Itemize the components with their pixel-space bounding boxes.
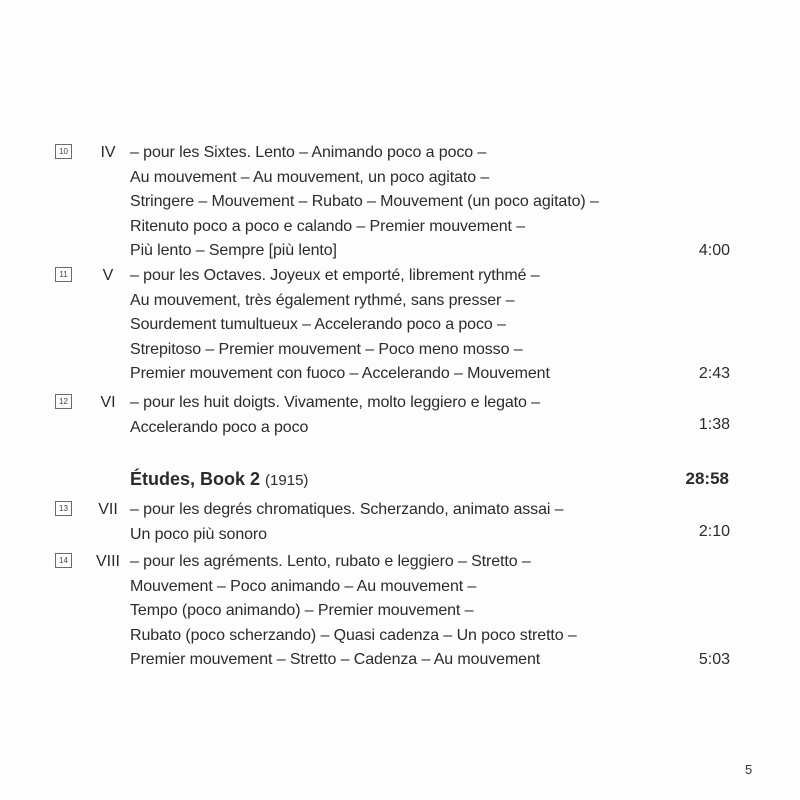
- track-roman-numeral: VII: [98, 501, 118, 518]
- track-duration: 2:43: [698, 365, 730, 382]
- tempo-line: Au mouvement, très également rythmé, sans presser –: [130, 291, 515, 309]
- track-tempo-markings: [130, 141, 690, 264]
- tempo-line: Ritenuto poco a poco e calando – Premier mouvement –: [130, 217, 526, 235]
- tempo-line: Strepitoso – Premier mouvement – Poco meno mosso –: [130, 340, 523, 358]
- tempo-line: – pour les agréments. Lento, rubato e leggiero – Stretto –: [130, 553, 531, 570]
- book-year: (1915): [265, 472, 309, 489]
- tempo-line: – pour les huit doigts. Vivamente, molto leggiero e legato –: [130, 394, 540, 411]
- tempo-line: Mouvement – Poco animando – Au mouvement –: [130, 577, 477, 595]
- track-duration: 5:03: [698, 651, 730, 668]
- track-number-box: 13: [55, 501, 72, 516]
- tempo-line: Premier mouvement con fuoco – Accelerando – Mouvement: [130, 365, 550, 382]
- tempo-line: Stringere – Mouvement – Rubato – Mouvement (un poco agitato) –: [130, 193, 599, 210]
- track-tempo-markings: [130, 391, 690, 440]
- tempo-line: Premier mouvement – Stretto – Cadenza – Au mouvement: [130, 651, 541, 668]
- track-roman-numeral: V: [102, 267, 114, 284]
- book-heading: [130, 466, 730, 494]
- track-duration: 4:00: [698, 242, 730, 259]
- tempo-line: Sourdement tumultueux – Accelerando poco a poco –: [130, 316, 506, 333]
- page-number: 5: [745, 762, 753, 777]
- track-roman-numeral: VI: [100, 394, 116, 411]
- track-duration: 1:38: [698, 416, 730, 433]
- track-tempo-markings: [130, 498, 690, 547]
- track-number-box: 12: [55, 394, 72, 409]
- track-number-box: 14: [55, 553, 72, 568]
- track-roman-numeral: VIII: [95, 553, 120, 570]
- tempo-line: Rubato (poco scherzando) – Quasi cadenza – Un poco stretto –: [130, 626, 577, 644]
- book-title: Études, Book 2: [130, 469, 261, 489]
- track-number-box: 11: [55, 267, 72, 282]
- track-number-box: 10: [55, 144, 72, 159]
- tempo-line: – pour les degrés chromatiques. Scherzando, animato assai –: [130, 501, 564, 518]
- tempo-line: – pour les Octaves. Joyeux et emporté, librement rythmé –: [130, 267, 540, 284]
- tempo-line: Tempo (poco animando) – Premier mouvement –: [130, 602, 474, 619]
- tempo-line: Un poco più sonoro: [130, 525, 267, 543]
- tempo-line: Accelerando poco a poco: [130, 418, 309, 436]
- tempo-line: Più lento – Sempre [più lento]: [130, 242, 337, 259]
- track-duration: 2:10: [698, 523, 730, 540]
- track-roman-numeral: IV: [100, 144, 116, 161]
- tempo-line: – pour les Sixtes. Lento – Animando poco a poco –: [130, 144, 487, 161]
- tempo-line: Au mouvement – Au mouvement, un poco agitato –: [130, 168, 490, 186]
- track-tempo-markings: [130, 264, 690, 387]
- book-duration: 28:58: [685, 469, 729, 488]
- track-tempo-markings: [130, 550, 690, 673]
